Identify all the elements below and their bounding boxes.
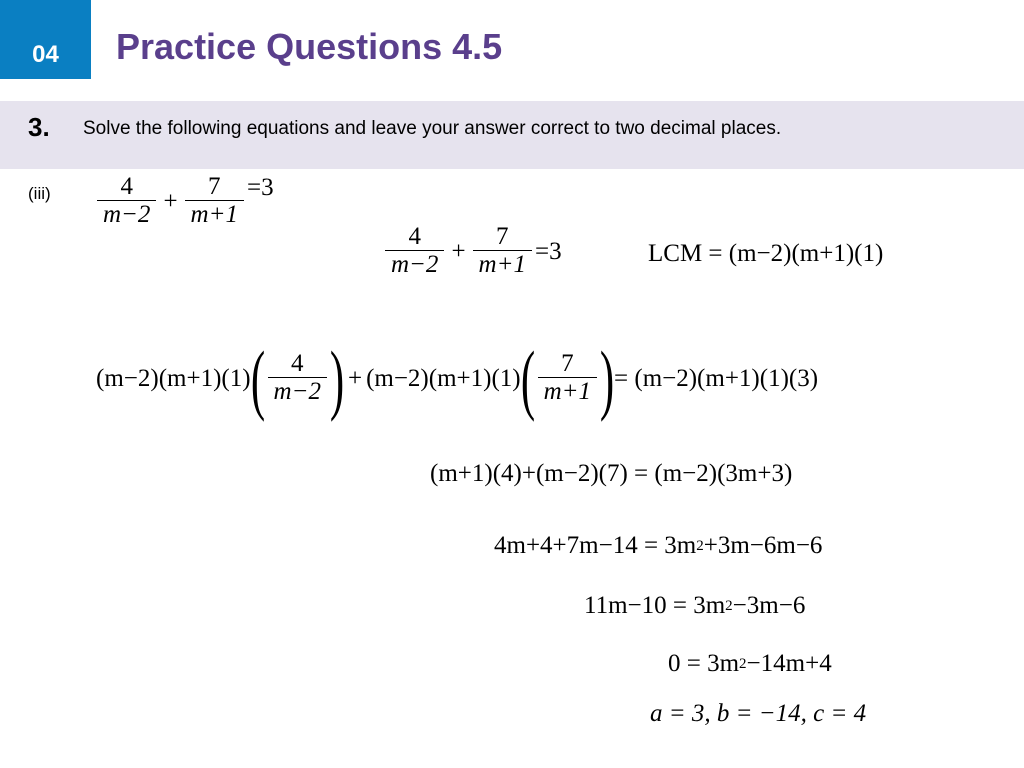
step-4-rhs: −14m+4 [746,650,832,677]
numerator: 7 [496,223,509,250]
step-2: 4m+4+7m−14 = 3m 2 +3m−6m−6 [494,532,823,559]
denominator: m−2 [97,200,156,230]
lcm-factor: (m−2)(m+1)(1) [366,365,521,392]
step-4-lhs: 0 = 3m [668,650,740,677]
chapter-number: 04 [32,41,59,68]
numerator: 4 [408,223,421,250]
plus-sign: + [163,188,178,215]
right-paren: ) [329,335,345,422]
lcm-expression: LCM = (m−2)(m+1)(1) [648,240,884,267]
fraction [97,174,156,230]
equation-rhs: =3 [246,174,274,201]
numerator: 7 [208,173,221,200]
part-label: (iii) [28,184,51,203]
page-title: Practice Questions 4.5 [116,26,503,67]
question-number: 3. [28,112,50,142]
restated-equation [382,224,562,280]
step-4: 0 = 3m 2 −14m+4 [668,650,832,677]
plus-sign: + [451,238,466,265]
step-3-rhs: −3m−6 [732,592,806,619]
fraction [185,174,244,230]
step-3-lhs: 11m−10 = 3m [584,592,726,619]
step-3: 11m−10 = 3m 2 −3m−6 [584,592,806,619]
fraction [538,351,597,407]
question-text: Solve the following equations and leave your answer correct to two decimal places. [83,118,782,139]
step-1: (m+1)(4)+(m−2)(7) = (m−2)(3m+3) [430,460,793,487]
lcm-factor: (m−2)(m+1)(1) [96,365,251,392]
numerator: 4 [291,350,304,377]
fraction [268,351,327,407]
multiplied-equation [96,335,819,422]
chapter-badge [0,0,91,79]
right-paren: ) [599,335,615,422]
denominator: m−2 [385,250,444,280]
numerator: 7 [561,350,574,377]
numerator: 4 [120,173,133,200]
denominator: m−2 [268,377,327,407]
coefficients: a = 3, b = −14, c = 4 [650,700,867,727]
left-paren: ( [250,335,265,422]
equation-rhs: =3 [534,238,562,265]
denominator: m+1 [185,200,244,230]
step-2-rhs: +3m−6m−6 [703,532,823,559]
step-2-lhs: 4m+4+7m−14 = 3m [494,532,697,559]
plus-sign: + [347,365,363,392]
denominator: m+1 [473,250,532,280]
equation-rhs: = (m−2)(m+1)(1)(3) [614,365,819,392]
given-equation [94,174,274,230]
denominator: m+1 [538,377,597,407]
fraction [473,224,532,280]
left-paren: ( [520,335,535,422]
fraction [385,224,444,280]
